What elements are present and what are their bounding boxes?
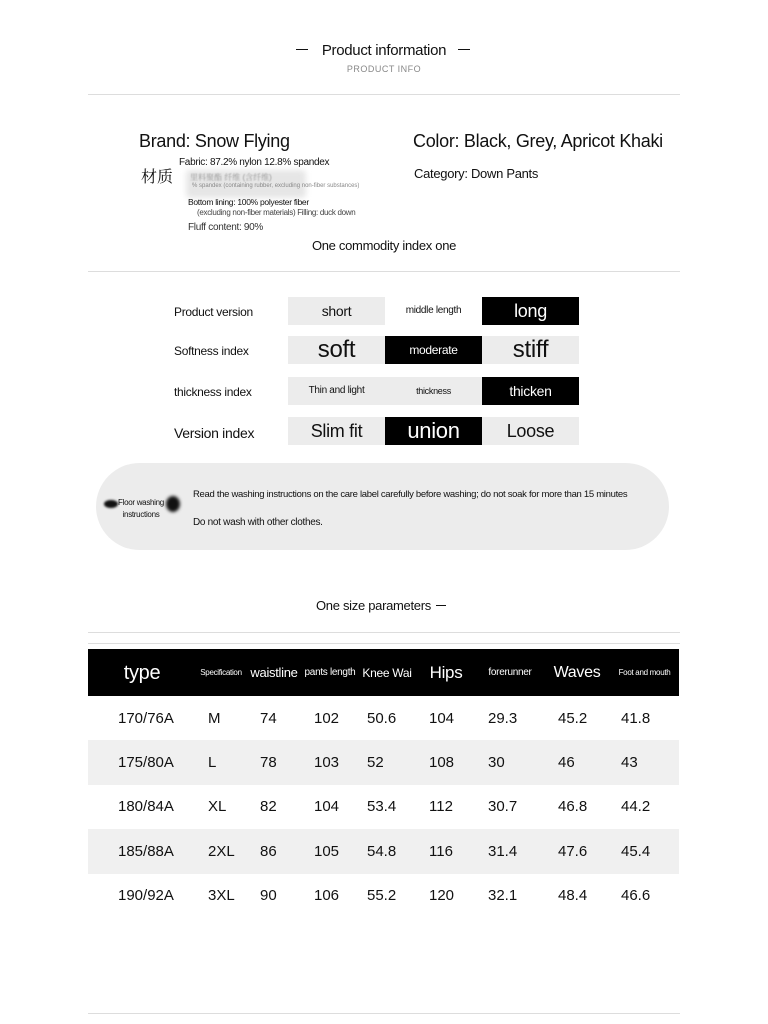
material-label: 材质 — [141, 167, 174, 186]
index-option: Loose — [482, 417, 579, 445]
table-cell: 55.2 — [367, 887, 397, 905]
divider — [88, 643, 680, 644]
spandex-note: % spandex (containing rubber, excluding non-fiber substances) — [192, 183, 360, 189]
table-cell: 104 — [429, 709, 455, 727]
index-option: soft — [288, 336, 385, 364]
table-cell: 41.8 — [621, 709, 651, 727]
index-option: stiff — [482, 336, 579, 364]
table-cell: 185/88A — [118, 842, 174, 860]
table-row — [88, 829, 679, 873]
table-cell: 31.4 — [488, 842, 518, 860]
column-header: Knee Wai — [362, 665, 412, 680]
table-cell: 48.4 — [558, 887, 588, 905]
table-row — [88, 874, 679, 918]
index-option: Thin and light — [288, 377, 385, 405]
title-dash — [436, 605, 446, 606]
table-cell: 116 — [429, 842, 453, 860]
index-row-label: thickness index — [174, 385, 252, 399]
table-cell: 108 — [429, 754, 455, 772]
divider — [88, 632, 680, 633]
column-header: waistline — [250, 665, 298, 680]
column-header: type — [123, 661, 161, 684]
table-cell: 175/80A — [118, 754, 174, 772]
table-cell: 180/84A — [118, 798, 174, 816]
table-cell: 43 — [621, 754, 638, 772]
table-cell: 190/92A — [118, 887, 174, 905]
table-cell: 45.4 — [621, 842, 651, 860]
bottom-lining-text: Bottom lining: 100% polyester fiber — [188, 197, 309, 207]
table-cell: 44.2 — [621, 798, 651, 816]
table-cell: 53.4 — [367, 798, 397, 816]
index-option-selected: union — [385, 417, 482, 445]
table-cell: 30 — [488, 754, 505, 772]
table-row — [88, 696, 679, 740]
bottom-lining-note: (excluding non-fiber materials) Filling: duck down — [197, 208, 356, 217]
washing-label: Floor washing instructions — [118, 498, 164, 519]
index-option-selected: thicken — [482, 377, 579, 405]
table-cell: 82 — [260, 798, 277, 816]
table-cell: 3XL — [208, 887, 235, 905]
table-cell: 52 — [367, 754, 384, 772]
table-cell: 105 — [314, 842, 340, 860]
table-cell: 74 — [260, 709, 277, 727]
table-cell: 30.7 — [488, 798, 518, 816]
table-cell: 29.3 — [488, 709, 518, 727]
table-cell: 103 — [314, 754, 340, 772]
column-header: Waves — [553, 663, 601, 681]
index-option-selected: moderate — [385, 336, 482, 364]
table-cell: 120 — [429, 887, 455, 905]
size-table — [88, 649, 679, 918]
table-cell: XL — [208, 798, 227, 816]
title-dash-right — [458, 49, 470, 50]
washing-line-1: Read the washing instructions on the care label carefully before washing; do not soak for more than 15 minutes — [193, 489, 628, 500]
table-cell: 86 — [260, 842, 277, 860]
color-text: Color: Black, Grey, Apricot Khaki — [413, 131, 663, 151]
lining-blurred-text: 里料聚酯 纤维 (含纤维) — [190, 173, 272, 182]
column-header: forerunner — [488, 666, 532, 678]
index-option: short — [288, 297, 385, 325]
washing-line-2: Do not wash with other clothes. — [193, 517, 323, 528]
column-header: Specification — [200, 667, 242, 677]
brand-text: Brand: Snow Flying — [139, 131, 290, 151]
index-option-selected: long — [482, 297, 579, 325]
index-row-label: Product version — [174, 305, 253, 319]
table-cell: 32.1 — [488, 887, 518, 905]
table-cell: M — [208, 709, 221, 727]
table-cell: 45.2 — [558, 709, 588, 727]
divider — [88, 1013, 680, 1014]
table-cell: 2XL — [208, 842, 235, 860]
column-header: Foot and mouth — [618, 667, 671, 677]
index-row-label: Version index — [174, 425, 255, 441]
washing-panel — [96, 463, 669, 550]
table-cell: 46 — [558, 754, 575, 772]
table-cell: L — [208, 754, 217, 772]
table-cell: 47.6 — [558, 842, 588, 860]
commodity-index-heading: One commodity index one — [311, 238, 457, 253]
page-subtitle: PRODUCT INFO — [346, 64, 422, 74]
index-option: middle length — [385, 297, 482, 325]
table-row — [88, 785, 679, 829]
category-text: Category: Down Pants — [414, 166, 539, 181]
divider — [88, 271, 680, 272]
table-cell: 106 — [314, 887, 340, 905]
table-cell: 102 — [314, 709, 340, 727]
fluff-content: Fluff content: 90% — [188, 222, 264, 233]
table-cell: 112 — [429, 798, 453, 816]
divider — [88, 94, 680, 95]
page-title: Product information — [321, 42, 447, 59]
fabric-text: Fabric: 87.2% nylon 12.8% spandex — [179, 157, 330, 168]
table-cell: 170/76A — [118, 709, 174, 727]
index-option: Slim fit — [288, 417, 385, 445]
table-cell: 46.6 — [621, 887, 651, 905]
table-cell: 54.8 — [367, 842, 397, 860]
table-cell: 78 — [260, 754, 277, 772]
index-option: thickness — [385, 377, 482, 405]
index-row-label: Softness index — [174, 344, 249, 358]
table-cell: 46.8 — [558, 798, 588, 816]
table-cell: 90 — [260, 887, 277, 905]
table-body — [88, 696, 679, 918]
table-cell: 104 — [314, 798, 340, 816]
table-cell: 50.6 — [367, 709, 397, 727]
brush-mark — [166, 496, 180, 512]
table-row — [88, 740, 679, 784]
table-header — [88, 649, 679, 696]
column-header: Hips — [429, 663, 463, 682]
column-header: pants length — [304, 666, 356, 678]
size-title: One size parameters — [316, 598, 431, 613]
